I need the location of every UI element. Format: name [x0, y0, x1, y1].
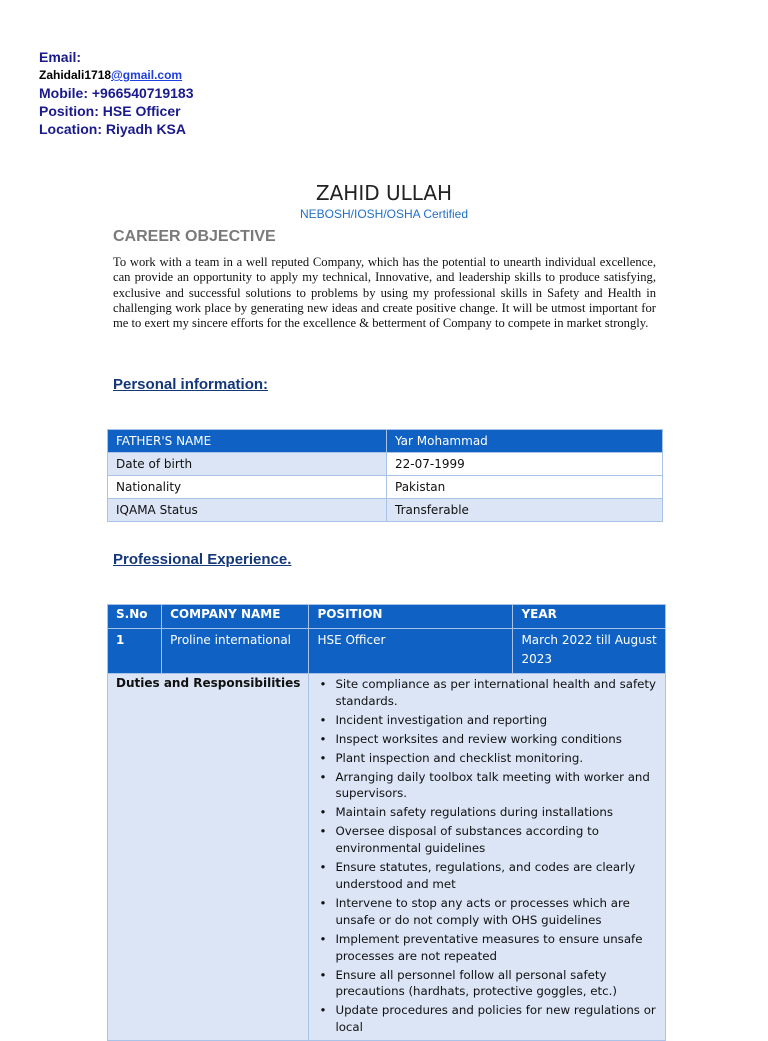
column-header: YEAR — [513, 605, 666, 629]
duties-label-cell — [108, 674, 309, 1041]
candidate-name: ZAHID ULLAH — [315, 181, 453, 205]
table-cell: Transferable — [387, 499, 663, 522]
location-line: Location: Riyadh KSA — [39, 121, 187, 137]
table-cell: March 2022 till August 2023 — [513, 629, 666, 674]
list-item: • Plant inspection and checklist monitoring. — [333, 750, 657, 767]
column-header: POSITION — [309, 605, 513, 629]
list-item: • Ensure all personnel follow all personal safety precautions (hardhats, protective goggles, etc.) — [333, 967, 657, 1001]
duties-list — [317, 676, 657, 1036]
list-item: • Maintain safety regulations during installations — [333, 804, 657, 821]
table-header-row — [108, 605, 666, 629]
email-user: Zahidali1718 — [39, 68, 112, 82]
mobile-number: Mobile: +966540719183 — [39, 85, 194, 101]
table-row — [108, 453, 663, 476]
table-cell: FATHER'S NAME — [108, 430, 387, 453]
email-address — [39, 66, 194, 84]
experience-heading: Professional Experience. — [113, 551, 292, 568]
table-cell: Pakistan — [387, 476, 663, 499]
list-item: • Site compliance as per international health and safety standards. — [333, 676, 657, 710]
duties-list-cell — [309, 674, 666, 1041]
list-item: • Intervene to stop any acts or processes which are unsafe or do not comply with OHS guidelines — [333, 895, 657, 929]
table-cell: Proline international — [162, 629, 309, 674]
contact-block — [39, 48, 194, 138]
list-item: • Incident investigation and reporting — [333, 712, 657, 729]
list-item: • Update procedures and policies for new regulations or local — [333, 1002, 657, 1036]
career-objective-heading: CAREER OBJECTIVE — [113, 228, 276, 245]
list-item: • Implement preventative measures to ensure unsafe processes are not repeated — [333, 931, 657, 965]
table-cell: Date of birth — [108, 453, 387, 476]
list-item: • Ensure statutes, regulations, and codes are clearly understood and met — [333, 859, 657, 893]
duties-row — [108, 674, 666, 1041]
personal-info-table — [107, 429, 663, 522]
column-header: COMPANY NAME — [162, 605, 309, 629]
position-line: Position: HSE Officer — [39, 103, 181, 119]
certification-line: NEBOSH/IOSH/OSHA Certified — [299, 207, 469, 221]
table-cell: 22-07-1999 — [387, 453, 663, 476]
table-row — [108, 629, 666, 674]
table-row — [108, 499, 663, 522]
email-link[interactable]: @gmail.com — [111, 68, 183, 82]
table-row — [108, 430, 663, 453]
list-item: • Oversee disposal of substances according to environmental guidelines — [333, 823, 657, 857]
table-cell: 1 — [108, 629, 162, 674]
column-header: S.No — [108, 605, 162, 629]
career-objective-text: To work with a team in a well reputed Company, which has the potential to unearth individual excellence, can provide an opportunity to apply my technical, Innovative, and leadership skills to produce satisfying, exclusive and successful solutions to problems by using my professional skills in Safety and Health in challenging work place by generating new ideas and create positive change. It will be utmost important for me to exert my sincere efforts for the excellence & betterment of Company to compete in market strongly. — [113, 255, 656, 331]
table-row — [108, 476, 663, 499]
experience-table — [107, 604, 666, 1041]
table-cell: HSE Officer — [309, 629, 513, 674]
list-item: • Arranging daily toolbox talk meeting with worker and supervisors. — [333, 769, 657, 803]
table-cell: IQAMA Status — [108, 499, 387, 522]
table-cell: Nationality — [108, 476, 387, 499]
personal-info-heading: Personal information: — [113, 376, 269, 393]
duties-label: Duties and Responsibilities — [116, 676, 301, 690]
table-cell: Yar Mohammad — [387, 430, 663, 453]
email-label: Email: — [39, 49, 82, 65]
list-item: • Inspect worksites and review working conditions — [333, 731, 657, 748]
